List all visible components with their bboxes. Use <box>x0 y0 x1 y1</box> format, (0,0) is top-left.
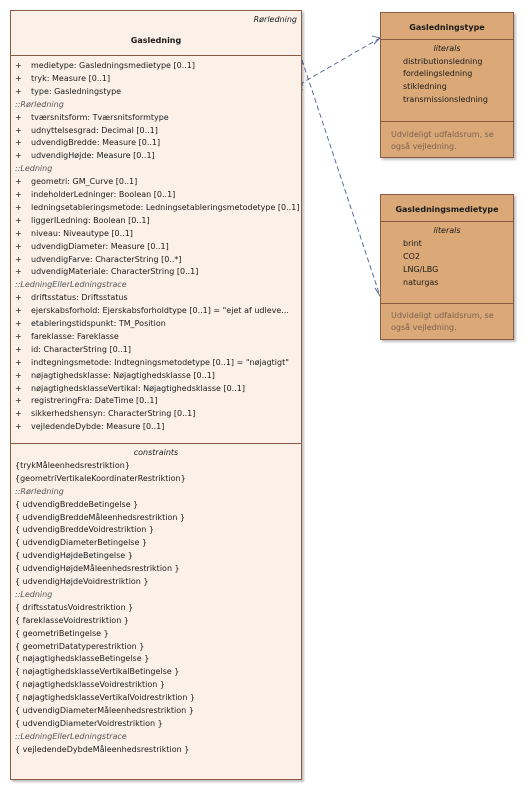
attribute-text: ledningsetableringsmetode: Ledningsetableringsmetodetype [0..1] <box>31 202 300 212</box>
attribute-row <box>15 421 164 433</box>
literals-heading: literals <box>433 226 461 235</box>
section-heading: ::Ledning <box>15 164 53 174</box>
visibility-marker: + <box>15 254 22 264</box>
section-heading: ::Rørledning <box>15 99 64 109</box>
visibility-marker: + <box>15 177 22 187</box>
visibility-marker: + <box>15 125 22 135</box>
attribute-text: niveau: Niveautype [0..1] <box>31 228 133 238</box>
constraint-row: { nøjagtighedsklasseVertikalVoidrestriktion } <box>15 693 196 703</box>
attribute-text: udvendigMateriale: CharacterString [0..1] <box>31 267 199 277</box>
visibility-marker: + <box>15 293 22 303</box>
attribute-text: vejledendeDybde: Measure [0..1] <box>31 422 165 432</box>
attribute-row <box>15 344 131 356</box>
enum-gasledningstype[interactable] <box>380 12 514 158</box>
class-gasledning[interactable] <box>10 10 302 780</box>
visibility-marker: + <box>15 344 22 354</box>
enum-gasledningsmedietype[interactable] <box>380 194 514 340</box>
attribute-text: driftsstatus: Driftsstatus <box>31 293 128 303</box>
attribute-text: type: Gasledningstype <box>31 86 122 96</box>
attribute-row <box>15 215 150 227</box>
attribute-row <box>15 292 128 304</box>
attribute-row <box>15 176 137 188</box>
visibility-marker: + <box>15 241 22 251</box>
visibility-marker: + <box>15 112 22 122</box>
visibility-marker: + <box>15 306 22 316</box>
constraint-row: { udvendigDiameterMåleenhedsrestriktion } <box>15 706 194 715</box>
attribute-row <box>15 125 158 137</box>
enum-literal: LNG/LBG <box>403 265 439 274</box>
visibility-marker: + <box>15 409 22 419</box>
section-heading: ::LedningEllerLedningstrace <box>15 731 127 741</box>
constraint-row: {trykMåleenhedsrestriktion} <box>15 460 130 470</box>
attribute-text: tryk: Measure [0..1] <box>31 73 111 83</box>
constraint-row: { udvendigHøjdeBetingelse } <box>15 551 133 561</box>
attribute-text: nøjagtighedsklasseVertikal: Nøjagtighedsklasse [0..1] <box>31 383 245 393</box>
constraint-row: { nøjagtighedsklasseVoidrestriktion } <box>15 680 165 690</box>
arrowhead-gasledningstype <box>372 36 380 44</box>
attribute-text: indtegningsmetode: Indtegningsmetodetype [0..1] = "nøjagtigt" <box>31 357 289 367</box>
attribute-text: medietype: Gasledningsmedietype [0..1] <box>31 61 196 70</box>
class-name: Gasledning <box>130 36 182 45</box>
attribute-text: registreringFra: DateTime [0..1] <box>31 396 158 406</box>
attribute-text: udvendigDiameter: Measure [0..1] <box>31 241 169 251</box>
visibility-marker: + <box>15 396 22 406</box>
divider <box>11 55 301 56</box>
attribute-text: etableringstidspunkt: TM_Position <box>31 319 166 328</box>
divider <box>381 221 513 222</box>
enum-literal: naturgas <box>403 278 439 287</box>
attribute-text: udvendigFarve: CharacterString [0..*] <box>31 254 182 264</box>
constraint-row: { nøjagtighedsklasseBetingelse } <box>15 654 150 664</box>
divider <box>381 121 513 122</box>
attribute-text: tværsnitsform: Tværsnitsformtype <box>31 112 169 122</box>
section-heading: ::LedningEllerLedningstrace <box>15 280 127 290</box>
attribute-row <box>15 318 166 330</box>
visibility-marker: + <box>15 319 22 328</box>
literals-heading: literals <box>433 44 461 53</box>
constraint-row: { fareklasseVoidrestriktion } <box>15 615 129 625</box>
connector-medietype-to-gasledningsmedietype <box>290 60 380 296</box>
constraint-row: { geometriDatatyperestriktion } <box>15 641 145 651</box>
attribute-text: indeholderLedninger: Boolean [0..1] <box>31 190 176 199</box>
visibility-marker: + <box>15 228 22 238</box>
attribute-row <box>15 60 195 72</box>
visibility-marker: + <box>15 73 22 83</box>
enum-name: Gasledningstype <box>409 23 485 32</box>
attribute-row <box>15 189 175 201</box>
visibility-marker: + <box>15 267 22 277</box>
constraint-row: {geometriVertikaleKoordinaterRestriktion} <box>15 473 186 483</box>
attribute-row <box>15 266 198 278</box>
attribute-row <box>15 357 289 369</box>
enum-name: Gasledningsmedietype <box>395 205 499 214</box>
enum-literal: stikledning <box>403 82 447 91</box>
attribute-row <box>15 73 110 85</box>
attribute-row <box>15 395 158 407</box>
attribute-text: ejerskabsforhold: Ejerskabsforholdtype [0..1] = "ejet af udleve... <box>31 306 289 316</box>
visibility-marker: + <box>15 190 22 199</box>
attribute-row <box>15 241 169 253</box>
visibility-marker: + <box>15 215 22 225</box>
constraint-row: { udvendigBreddeMåleenhedsrestriktion } <box>15 512 186 522</box>
attribute-text: fareklasse: Fareklasse <box>31 331 119 341</box>
constraint-row: { udvendigBreddeBetingelse } <box>15 499 139 509</box>
visibility-marker: + <box>15 422 22 432</box>
visibility-marker: + <box>15 357 22 367</box>
attribute-row <box>15 254 182 266</box>
enum-literal: fordelingsledning <box>403 69 473 78</box>
enum-literal: distributionsledning <box>403 57 483 66</box>
attribute-text: geometri: GM_Curve [0..1] <box>31 177 138 187</box>
enum-note: Udvideligt udfaldsrum, se også vejledning. <box>391 130 494 151</box>
section-heading: constraints <box>133 448 179 457</box>
connector-type-to-gasledningstype <box>290 38 380 90</box>
visibility-marker: + <box>15 202 22 212</box>
attribute-row <box>15 202 299 214</box>
attribute-text: udvendigHøjde: Measure [0..1] <box>31 151 155 161</box>
visibility-marker: + <box>15 331 22 341</box>
divider <box>381 303 513 304</box>
attribute-row <box>15 383 245 395</box>
constraint-row: { udvendigHøjdeVoidrestriktion } <box>15 577 149 586</box>
visibility-marker: + <box>15 151 22 161</box>
enum-literal: CO2 <box>403 252 420 261</box>
attribute-text: liggerILedning: Boolean [0..1] <box>31 215 150 225</box>
visibility-marker: + <box>15 61 22 70</box>
visibility-marker: + <box>15 86 22 96</box>
attribute-row <box>15 331 119 343</box>
visibility-marker: + <box>15 383 22 393</box>
attribute-text: nøjagtighedsklasse: Nøjagtighedsklasse [0..1] <box>31 370 215 380</box>
attribute-row <box>15 137 160 149</box>
constraint-row: { udvendigDiameterBetingelse } <box>15 538 148 548</box>
class-stereotype: Rørledning <box>253 15 297 24</box>
constraint-row: { udvendigBreddeVoidrestriktion } <box>15 525 154 535</box>
visibility-marker: + <box>15 138 22 148</box>
enum-literal: brint <box>403 239 422 248</box>
constraint-row: { udvendigHøjdeMåleenhedsrestriktion } <box>15 564 180 574</box>
attribute-row <box>15 112 169 124</box>
attribute-row <box>15 370 215 382</box>
divider <box>11 443 301 444</box>
enum-literal: transmissionsledning <box>403 95 488 104</box>
constraint-row: { vejledendeDybdeMåleenhedsrestriktion } <box>15 744 190 754</box>
attribute-row <box>15 305 289 317</box>
attribute-row <box>15 86 121 98</box>
attribute-text: id: CharacterString [0..1] <box>31 344 131 354</box>
constraint-row: { udvendigDiameterVoidrestriktion } <box>15 718 163 728</box>
constraint-row: { driftsstatusVoidrestriktion } <box>15 602 134 612</box>
visibility-marker: + <box>15 370 22 380</box>
constraint-row: { nøjagtighedsklasseVertikalBetingelse } <box>15 667 180 677</box>
attribute-text: sikkerhedshensyn: CharacterString [0..1] <box>31 409 196 419</box>
attribute-row <box>15 408 195 420</box>
section-heading: ::Ledning <box>15 589 53 599</box>
enum-note: Udvideligt udfaldsrum, se også vejledning. <box>391 311 494 332</box>
constraint-row: { geometriBetingelse } <box>15 628 109 638</box>
attribute-row <box>15 150 155 162</box>
section-heading: ::Rørledning <box>15 486 64 496</box>
attribute-text: udnyttelsesgrad: Decimal [0..1] <box>31 125 158 135</box>
divider <box>381 39 513 40</box>
attribute-text: udvendigBredde: Measure [0..1] <box>31 138 161 148</box>
attribute-row <box>15 228 133 240</box>
